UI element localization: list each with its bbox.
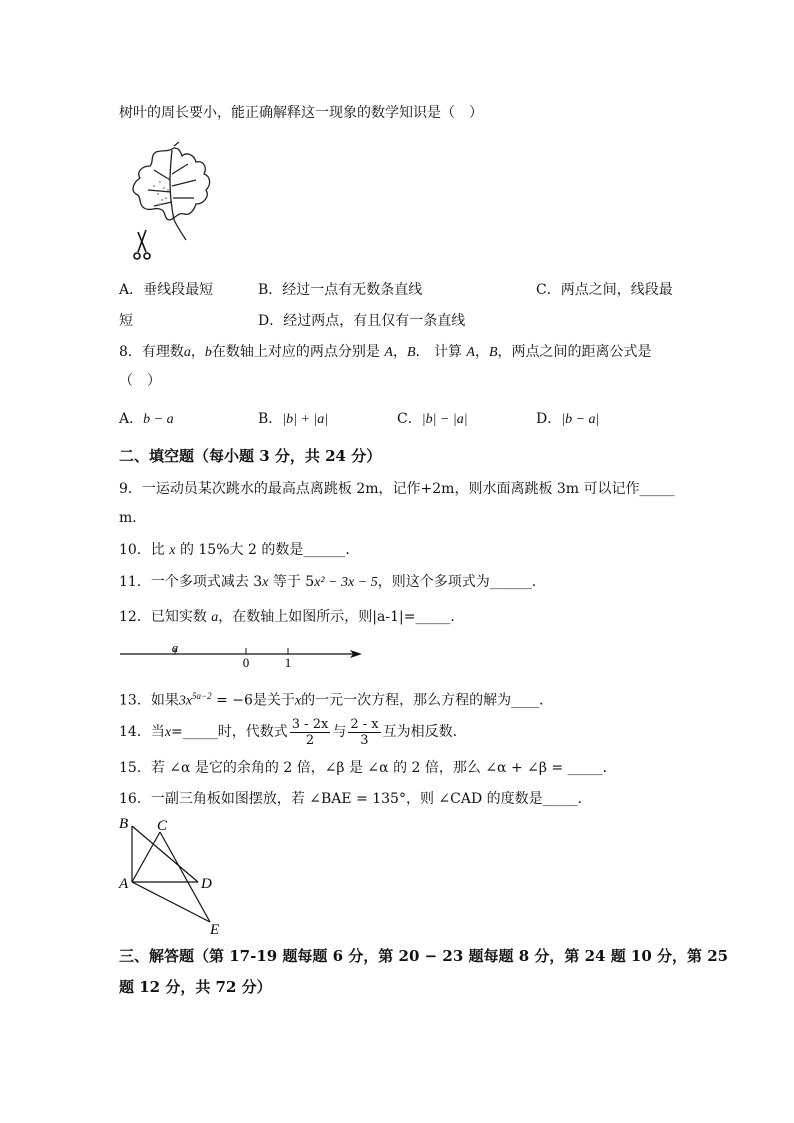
section3-heading-line2: 题 12 分，共 72 分）: [119, 978, 272, 996]
label-b: B: [119, 816, 129, 832]
q11: 11．一个多项式减去 3x 等于 5x² − 3x − 5，则这个多项式为______．: [119, 574, 546, 590]
section3-heading-line1: 三、解答题（第 17-19 题每题 6 分，第 20 − 23 题每题 8 分，第 24 题 10 分，第 25: [119, 947, 729, 965]
q7-option-d: D．经过两点，有且仅有一条直线: [258, 313, 466, 329]
label-a: A: [119, 876, 129, 892]
q8-option-b: B．|b| + |a|: [258, 411, 329, 427]
q7-option-a: A．垂线段最短: [119, 282, 214, 298]
leaf-scissors-illustration: [124, 140, 220, 264]
q8-stem: 8．有理数a，b在数轴上对应的两点分别是 A，B． 计算 A，B，两点之间的距离公式是: [119, 344, 652, 360]
label-e: E: [210, 922, 220, 936]
number-line-figure: [118, 642, 368, 672]
q7-option-b: B．经过一点有无数条直线: [258, 282, 423, 298]
section2-heading: 二、填空题（每小题 3 分，共 24 分）: [119, 447, 382, 465]
q13: 13．如果$3x^{5a-2} = -6$是关于x的一元一次方程，那么方程的解为____．: [119, 691, 554, 709]
number-line-label-0: 0: [242, 655, 250, 670]
q14-fraction-1: $\frac{3 - 2x}{2}$: [291, 716, 329, 748]
label-c: C: [157, 818, 168, 834]
q10: 10．比 x 的 15%大 2 的数是______．: [119, 542, 360, 558]
number-line-label-a: a: [171, 642, 179, 655]
q15: 15．若 ∠α 是它的余角的 2 倍，∠β 是 ∠α 的 2 倍，那么 ∠α + ∠β = _____．: [119, 760, 617, 776]
q14: 14．当x=_____时，代数式 $\frac{3 - 2x}{2}$ 与 $\frac{2 - x}{3}$ 互为相反数．: [119, 716, 467, 748]
q7-stem: 树叶的周长要小，能正确解释这一现象的数学知识是（ ）: [119, 105, 483, 121]
q16: 16．一副三角板如图摆放，若 ∠BAE = 135°，则 ∠CAD 的度数是_____．: [119, 791, 592, 807]
segment-bd: [132, 826, 198, 882]
segment-ac: [132, 832, 160, 882]
q12: 12．已知实数 a，在数轴上如图所示，则|a-1|=_____．: [119, 609, 465, 625]
q8-option-a: A．b − a: [119, 411, 174, 427]
label-d: D: [201, 876, 212, 892]
q9-line2: m．: [119, 510, 147, 526]
q9-line1: 9．一运动员某次跳水的最高点离跳板 2m，记作+2m，则水面离跳板 3m 可以记作_____: [119, 481, 675, 497]
q7-option-c-cont: 短: [119, 313, 133, 329]
number-line-label-1: 1: [284, 655, 292, 670]
triangle-set-figure: [116, 812, 226, 936]
q8-paren: （ ）: [119, 373, 161, 389]
q7-option-c: C．两点之间，线段最: [536, 282, 673, 298]
q8-option-d: D．|b − a|: [536, 411, 600, 427]
q14-fraction-2: $\frac{2 - x}{3}$: [350, 716, 379, 748]
q8-option-c: C．|b| − |a|: [397, 411, 468, 427]
